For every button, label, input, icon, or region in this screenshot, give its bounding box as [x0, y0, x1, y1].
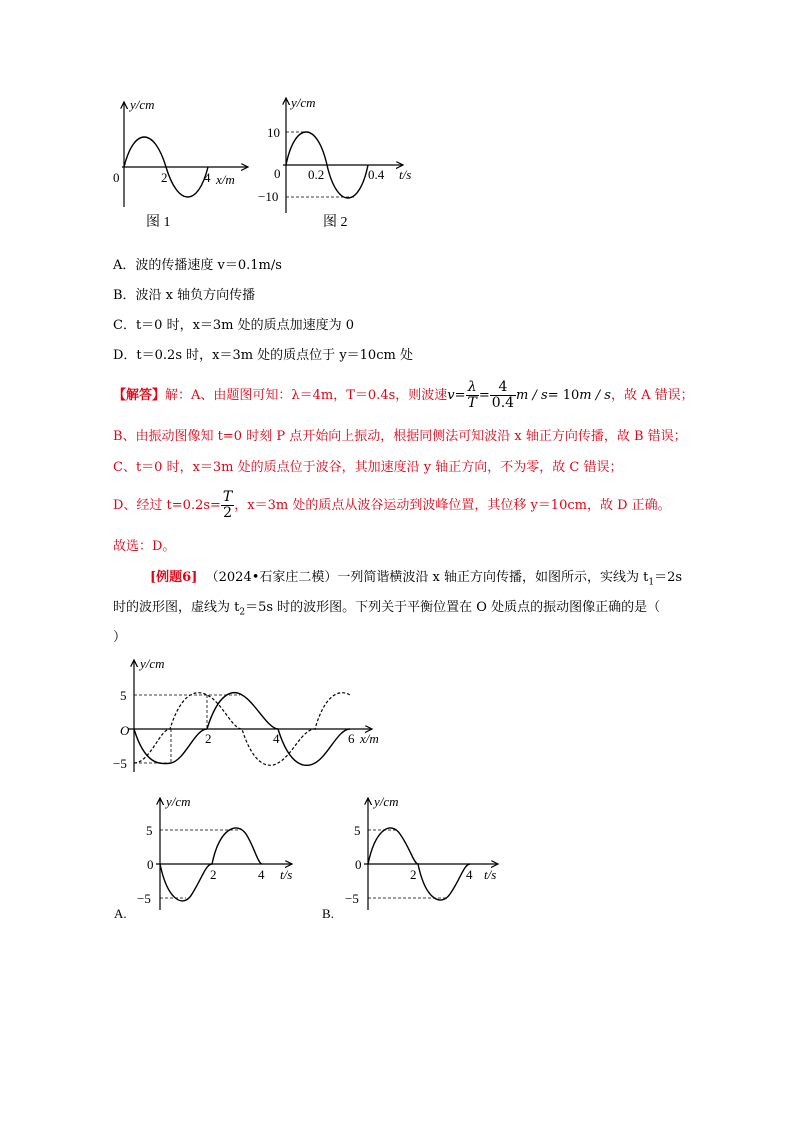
fraction-t-over-2 [221, 490, 234, 521]
option-a: A．波的传播速度 v＝0.1m/s [113, 258, 282, 273]
y-axis-label: y/cm [166, 794, 191, 809]
option-d: D．t＝0.2s 时，x＝3m 处的质点位于 y＝10cm 处 [113, 348, 413, 363]
origin-label: 0 [274, 166, 281, 181]
x-axis-label: x/m [360, 731, 379, 746]
example-6-line-3: ） [113, 630, 127, 645]
figure-2-vibration-graph [255, 88, 430, 238]
example-6-line-1 [150, 568, 682, 593]
answer-line-1 [113, 378, 694, 414]
x-tick-0.2: 0.2 [308, 167, 325, 182]
unit-text: m / s [579, 388, 611, 403]
subscript: 2 [239, 607, 246, 618]
x-tick-2: 2 [161, 170, 168, 185]
y-axis-label: y/cm [291, 95, 316, 110]
y-tick-10: 10 [267, 125, 280, 140]
x-tick-2: 2 [205, 731, 212, 746]
y-axis-label: y/cm [140, 656, 165, 671]
y-axis-label: y/cm [130, 97, 155, 112]
t-tick-2: 2 [410, 867, 417, 882]
option-label: B. [322, 906, 334, 921]
answer-line-3: C、t＝0 时，x＝3m 处的质点位于波谷，其加速度沿 y 轴正方向，不为零，故 C 错误； [113, 460, 623, 475]
fraction-lambda-over-t [466, 380, 479, 411]
x-axis-label: t/s [399, 167, 412, 182]
y-tick-neg5: −5 [345, 891, 359, 906]
figure-caption: 图 1 [146, 215, 171, 230]
answer-line-4-suffix: ，x＝3m 处的质点从波谷运动到波峰位置，其位移 y＝10cm，故 D 正确。 [234, 498, 671, 513]
wave-forms-graph [110, 650, 400, 775]
origin-label: O [120, 723, 130, 738]
example-6-line-2 [113, 598, 660, 623]
t-tick-4: 4 [466, 867, 473, 882]
option-a-vibration-graph [110, 790, 310, 925]
fraction-numerator: T [222, 489, 233, 505]
answer-line-4-prefix: D、经过 t=0.2s= [113, 498, 221, 513]
y-tick-neg10: −10 [258, 189, 279, 204]
origin-label: 0 [355, 857, 362, 872]
answer-tag: 【解答】 [113, 388, 166, 403]
example-tag: [例题6] [150, 570, 198, 585]
velocity-symbol: v [447, 388, 455, 403]
example-text: ＝5s 时的波形图。下列关于平衡位置在 O 处质点的振动图像正确的是（ [245, 600, 661, 615]
t-tick-4: 4 [258, 867, 265, 882]
fraction-denominator: T [467, 395, 477, 411]
x-tick-4: 4 [204, 170, 211, 185]
fraction-denominator: 2 [223, 505, 233, 521]
figure-1-wave-graph [108, 92, 258, 237]
equals-sign: = [478, 388, 490, 403]
y-tick-5: 5 [146, 823, 153, 838]
subscript: 1 [648, 577, 655, 588]
example-text: 时的波形图，虚线为 t [113, 600, 240, 615]
y-tick-neg5: −5 [113, 756, 127, 771]
answer-choice: 故选：D。 [113, 539, 176, 554]
t-tick-2: 2 [210, 867, 217, 882]
equals-value: = 10 [547, 388, 580, 403]
answer-line-1-suffix: ，故 A 错误； [610, 388, 694, 403]
answer-line-2: B、由振动图像知 t=0 时刻 P 点开始向上振动，根据同侧法可知波沿 x 轴正方向传播，故 B 错误； [113, 429, 687, 444]
origin-label: 0 [147, 857, 154, 872]
option-label: A. [114, 906, 127, 921]
y-tick-5: 5 [354, 823, 361, 838]
x-tick-6: 6 [348, 731, 355, 746]
origin-label: 0 [113, 170, 120, 185]
example-text: ＝2s [654, 570, 683, 585]
x-tick-0.4: 0.4 [368, 167, 385, 182]
y-tick-5: 5 [120, 688, 127, 703]
y-tick-neg5: −5 [137, 891, 151, 906]
answer-line-4 [113, 488, 671, 524]
fraction-denominator: 0.4 [491, 395, 515, 411]
unit-text: m / s [516, 388, 548, 403]
equals-sign: = [454, 388, 466, 403]
answer-line-1-text: 解：A、由题图可知：λ＝4m，T＝0.4s，则波速 [165, 388, 448, 403]
option-b-vibration-graph [320, 790, 510, 925]
x-tick-4: 4 [273, 731, 280, 746]
example-text: （2024•石家庄二模）一列简谐横波沿 x 轴正方向传播，如图所示，实线为 t [205, 570, 649, 585]
option-c: C．t＝0 时，x＝3m 处的质点加速度为 0 [113, 318, 355, 333]
figure-caption: 图 2 [323, 215, 348, 230]
y-axis-label: y/cm [374, 794, 399, 809]
option-b: B．波沿 x 轴负方向传播 [113, 288, 256, 303]
t-axis-label: t/s [484, 867, 497, 882]
x-axis-label: x/m [216, 172, 235, 187]
fraction-numerator: λ [466, 380, 479, 396]
t-axis-label: t/s [280, 867, 293, 882]
fraction-numerator: 4 [490, 380, 516, 396]
fraction-4-over-0.4 [490, 380, 516, 411]
